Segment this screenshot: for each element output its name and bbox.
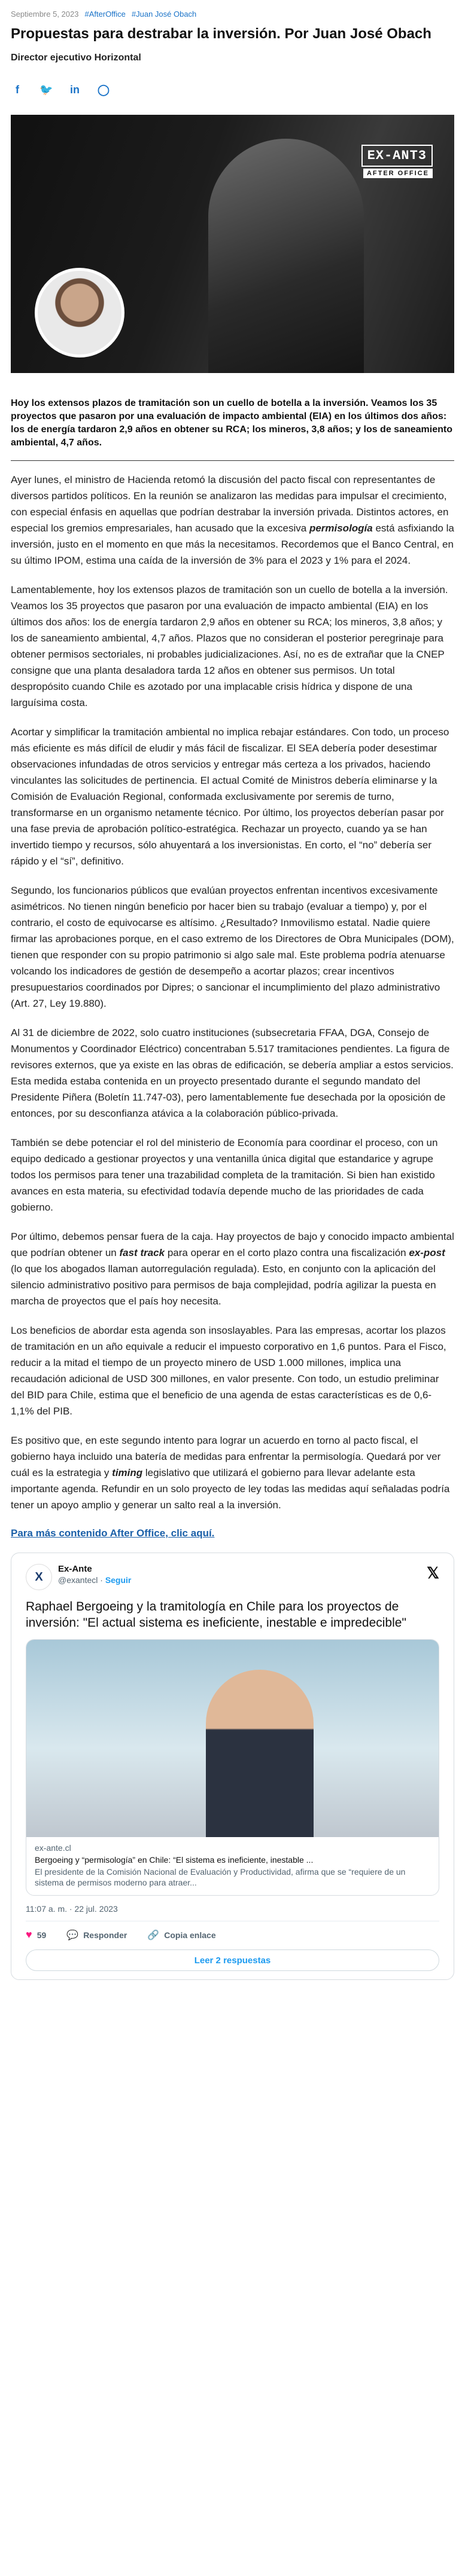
tweet-timestamp[interactable]: 11:07 a. m. · 22 jul. 2023 <box>26 1904 439 1921</box>
link-icon: 🔗 <box>147 1930 160 1941</box>
after-office-label: AFTER OFFICE <box>363 169 433 178</box>
tweet-avatar[interactable]: X <box>26 1564 52 1590</box>
article-body <box>11 472 454 1513</box>
twitter-icon[interactable]: 🐦 <box>39 83 53 96</box>
paragraph: Segundo, los funcionarios públicos que evalúan proyectos enfrentan incentivos excesivamente asimétricos. No tienen ningún beneficio por hacer bien su trabajo (evaluar a tiempo) y, por el contrario, el costo de equivocarse es altísimo. ¿Resultado? Inmovilismo estatal. Nadie quiere firmar las aprobaciones porque, en el caso extremo de los Directores de Obra Municipales (DOM), tienen que responder con su propio patrimonio si algo sale mal. Este problema podría atenuarse volcando los indicadores de gestión de desempeño a acortar plazos; crear incentivos presupuestarios coordinados por Dipres; o sancionar el incumplimiento del plazo administrativo (Art. 27, Ley 19.880). <box>11 885 454 1009</box>
read-replies-button[interactable]: Leer 2 respuestas <box>26 1949 439 1971</box>
divider <box>11 460 454 461</box>
tweet-text: Raphael Bergoeing y la tramitología en Chile para los proyectos de inversión: "El actual sistema es ineficiente, inestable e impredecible" <box>26 1600 406 1630</box>
tweet-header <box>26 1564 439 1590</box>
copy-link-button[interactable]: 🔗 Copia enlace <box>147 1930 216 1941</box>
paragraph: Al 31 de diciembre de 2022, solo cuatro instituciones (subsecretaria FFAA, DGA, Consejo de Monumentos y Coordinador Eléctrico) concentraban 5.517 tramitaciones pendientes. La figura de revisores externos, que ya existe en las obras de edificación, se debería ampliar a estos servicios. Esta medida estaba contenida en un proyecto presentado durante el segundo mandato del Presidente Piñera (Boletín 11.747-03), pero lamentablemente fue desechada por la oposición de entonces, por su desconfianza atávica a la colaboración público-privada. <box>11 1027 454 1119</box>
reply-icon: 💬 <box>66 1930 79 1941</box>
paragraph: Es positivo que, en este segundo intento para lograr un acuerdo en torno al pacto fiscal, el gobierno haya incluido una batería de medidas para enfrentar la permisología. Quedará por ver cuál es la estrategia y timing legislativo que utilizará el gobierno para llevar adelante esta importante agenda. Refundir en un solo proyecto de ley todas las medidas aquí señaladas podría tener un apoyo amplio y generar un salto real a la inversión. <box>11 1435 450 1511</box>
follow-button[interactable]: Seguir <box>105 1575 132 1585</box>
more-content-link[interactable]: Para más contenido After Office, clic aquí. <box>11 1527 215 1539</box>
article-lead: Hoy los extensos plazos de tramitación son un cuello de botella a la inversión. Veamos los 35 proyectos que pasaron por una evaluación de impacto ambiental (EIA) en los últimos dos años: los de energía tardaron 2,9 años en obtener su RCA; los mineros, 3,8 años; y los de saneamiento ambiental, 4,7 años. <box>11 398 452 448</box>
x-logo-icon[interactable]: 𝕏 <box>427 1564 439 1582</box>
tweet-card-title: Bergoeing y “permisología” en Chile: “El sistema es ineficiente, inestable ... <box>35 1855 314 1865</box>
tweet-card-body <box>26 1837 439 1895</box>
author-avatar <box>35 268 124 357</box>
linkedin-icon[interactable]: in <box>70 83 80 96</box>
paragraph: Por último, debemos pensar fuera de la caja. Hay proyectos de bajo y conocido impacto ambiental que podrían obtener un fast track para operar en el corto plazo contra una fiscalización ex-post (lo que los abogados llaman autorregulación regulada). Esto, en conjunto con la aplicación del silencio administrativo positivo para permisos de baja complejidad, podría agilizar la puesta en marcha de proyectos que el país hoy necesita. <box>11 1231 454 1307</box>
tag-author[interactable]: #Juan José Obach <box>131 10 197 19</box>
hero-portrait <box>208 139 364 373</box>
tweet-card-portrait <box>206 1670 314 1837</box>
tweet-handle-row: @exantecl · Seguir <box>58 1575 132 1585</box>
tag-after-office[interactable]: #AfterOffice <box>84 10 126 19</box>
embedded-tweet <box>11 1553 454 1980</box>
heart-icon: ♥ <box>26 1929 32 1941</box>
tweet-author-name[interactable]: Ex-Ante <box>58 1564 92 1574</box>
article-date: Septiembre 5, 2023 <box>11 10 79 19</box>
article-byline: Director ejecutivo Horizontal <box>11 53 141 63</box>
hero-image <box>11 115 454 373</box>
article-meta <box>11 0 454 20</box>
tweet-actions <box>26 1929 439 1941</box>
tweet-handle[interactable]: @exantecl <box>58 1575 98 1585</box>
like-button[interactable] <box>26 1929 46 1941</box>
ex-ante-logo: EX-ANT3 <box>361 145 433 167</box>
facebook-icon[interactable]: f <box>16 83 19 96</box>
tweet-link-card[interactable] <box>26 1639 439 1896</box>
tweet-author <box>58 1564 131 1585</box>
tweet-card-domain: ex-ante.cl <box>35 1843 71 1853</box>
paragraph: Lamentablemente, hoy los extensos plazos de tramitación son un cuello de botella a la inversión. Veamos los 35 proyectos que pasaron por una evaluación de impacto ambiental (EIA) en los últimos dos años: los de energía tardaron 2,9 años en obtener su RCA; los mineros, 3,8 años; y los de saneamiento ambiental, 4,7 años. Plazos que no consideran el posterior peregrinaje para obtener permisos sectoriales, ni probables judicializaciones. Así, no es de extrañar que la CNEP consigne que una planta desaladora tarda 12 años en obtener sus permisos. Un total despropósito cuando Chile es azotado por una implacable crisis hídrica y dispone de una larguísima costa. <box>11 584 448 708</box>
reply-button[interactable]: 💬 Responder <box>66 1930 127 1941</box>
paragraph: Los beneficios de abordar esta agenda son insoslayables. Para las empresas, acortar los plazos de tramitación en un año equivale a reducir el impuesto corporativo en 1,6 puntos. Para el Fisco, reducir a la mitad el tiempo de un proyecto minero de USD 1.000 millones, implica una recaudación adicional de USD 300 millones, en valor presente. Con todo, un estudio preliminar del BID para Chile, estima que el beneficio de una agenda de estas características es de 0,6-1,1% del PIB. <box>11 1325 446 1417</box>
whatsapp-icon[interactable]: ◯ <box>97 83 110 96</box>
paragraph: Ayer lunes, el ministro de Hacienda retomó la discusión del pacto fiscal con representantes de diversos partidos políticos. En la reunión se analizaron las medidas para impulsar el crecimiento, con especial énfasis en aquellas que podrían destrabar la inversión privada. Distintos actores, en especial los gremios empresariales, han acusado que la excesiva permisología está asfixiando la inversión, justo en el momento en que más la necesitamos. Recordemos que el Banco Central, en su último IPOM, estima una caída de la inversión de 3% para el 2023 y 1% para el 2024. <box>11 474 454 566</box>
article-title: Propuestas para destrabar la inversión. Por Juan José Obach <box>11 26 431 42</box>
tweet-card-image <box>26 1640 439 1837</box>
tweet-card-description: El presidente de la Comisión Nacional de Evaluación y Productividad, afirma que se “requiere de un sistema de permisos moderno para atraer... <box>35 1867 406 1887</box>
paragraph: También se debe potenciar el rol del ministerio de Economía para coordinar el proceso, con un equipo dedicado a gestionar proyectos y una ventanilla única digital que estandarice y agrupe todos los permisos para tener una trazabilidad completa de la tramitación. Si bien han existido avances en esta materia, su efectividad todavía depende mucho de las prioridades de cada gobierno. <box>11 1137 438 1213</box>
paragraph: Acortar y simplificar la tramitación ambiental no implica rebajar estándares. Con todo, un proceso más eficiente es más difícil de eludir y más fácil de fiscalizar. El SEA debería poder desestimar observaciones infundadas de otros servicios y entregar más certeza a los privados, haciendo vinculantes las solicitudes de pertinencia. El actual Comité de Ministros debería eliminarse y la Comisión de Evaluación Regional, conformada exclusivamente por seremis de turno, transformarse en un organismo netamente técnico. Por último, los proyectos deberían pasar por una fase previa de aprobación político-estratégica. Rechazar un proyecto, cuando ya se han invertido tiempo y recursos, sólo ahuyentará a los inversionistas. En corto, el “no” debería ser rápido y el “sí”, definitivo. <box>11 726 449 867</box>
like-count: 59 <box>37 1930 47 1940</box>
share-bar <box>11 82 454 97</box>
